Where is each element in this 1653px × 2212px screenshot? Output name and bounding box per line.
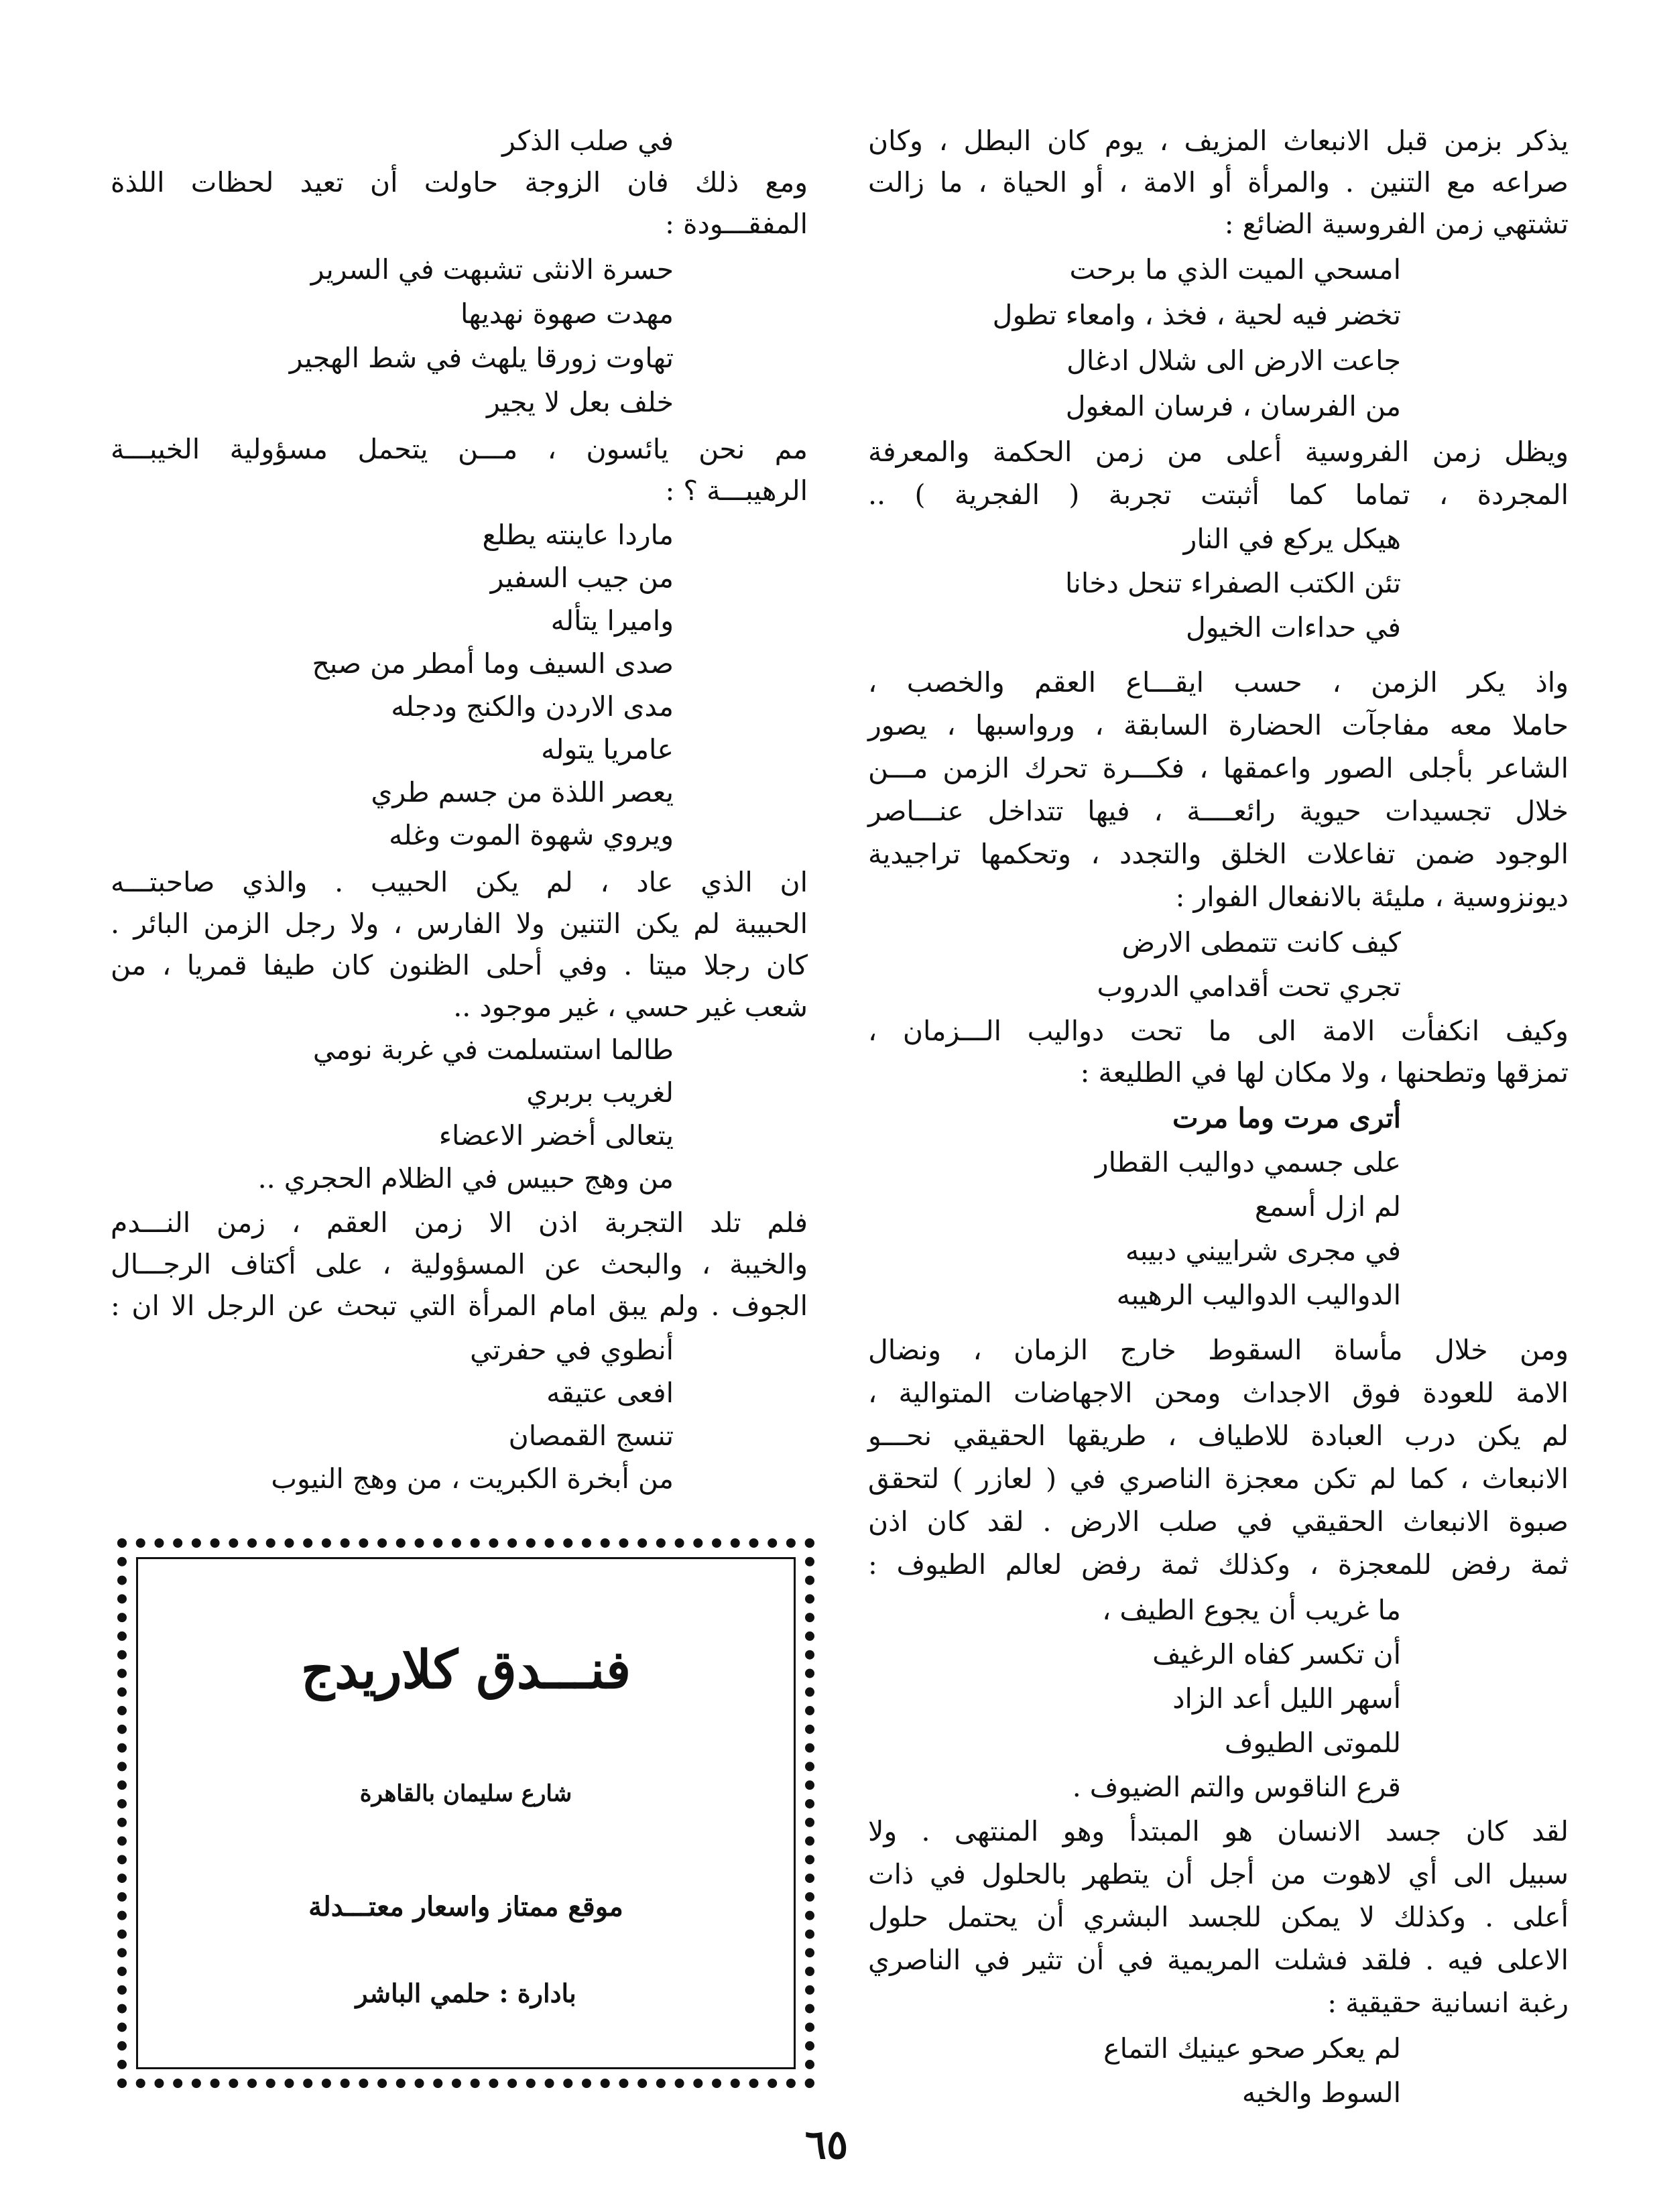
ad-management: بادارة : حلمي الباشر — [355, 1978, 576, 2008]
verse-line: صدى السيف وما أمطر من صبح — [312, 648, 674, 680]
text-line: صبوة الانبعاث الحقيقي في صلب الارض . لقد كان اذن — [868, 1506, 1569, 1538]
text-line: كان رجلا ميتا . وفي أحلى الظنون كان طيفا قمريا ، من — [111, 949, 808, 981]
text-line: تمزقها وتطحنها ، ولا مكان لها في الطليعة : — [1080, 1056, 1569, 1089]
verse-line: حسرة الانثى تشبهت في السرير — [310, 253, 674, 286]
verse-line: في صلب الذكر — [501, 125, 674, 157]
verse-line: ما غريب أن يجوع الطيف ، — [1102, 1594, 1401, 1626]
verse-line: لغريب بربري — [526, 1077, 674, 1109]
text-line: صراعه مع التنين . والمرأة أو الامة ، أو الحياة ، ما زالت — [868, 166, 1569, 198]
verse-line: في مجرى شراييني دبيبه — [1125, 1235, 1401, 1267]
verse-line: تنسج القمصان — [508, 1420, 674, 1452]
left-column — [111, 101, 808, 1522]
verse-line: من الفرسان ، فرسان المغول — [1065, 390, 1401, 422]
verse-line: على جسمي دواليب القطار — [1095, 1146, 1401, 1178]
verse-line: يتعالى أخضر الاعضاء — [438, 1119, 674, 1152]
text-line: الامة للعودة فوق الاجداث ومحن الاجهاضات المتوالية ، — [868, 1377, 1569, 1409]
verse-line: كيف كانت تتمطى الارض — [1121, 926, 1401, 959]
text-line: الوجود ضمن تفاعلات الخلق والتجدد ، وتحكمها تراجيدية — [868, 838, 1569, 870]
text-line: المفقـــودة : — [665, 208, 808, 240]
verse-line: ماردا عاينته يطلع — [482, 519, 674, 551]
ad-description: موقع ممتاز واسعار معتـــدلة — [308, 1891, 623, 1922]
text-line: الرهيبـــة ؟ : — [665, 475, 808, 507]
text-line: ان الذي عاد ، لم يكن الحبيب . والذي صاحبتـــه — [111, 866, 808, 898]
text-line: لم يكن درب العبادة للاطياف ، طريقها الحقيقي نحـــو — [868, 1420, 1569, 1452]
verse-line: امسحي الميت الذي ما برحت — [1069, 253, 1401, 286]
text-line: ويظل زمن الفروسية أعلى من زمن الحكمة والمعرفة — [868, 436, 1569, 468]
text-line: ثمة رفض للمعجزة ، وكذلك ثمة رفض لعالم الطيوف : — [868, 1548, 1569, 1581]
text-line: الانبعاث ، كما لم تكن معجزة الناصري في ( لعازر ) لتحقق — [868, 1463, 1569, 1495]
verse-line: طالما استسلمت في غربة نومي — [312, 1034, 674, 1066]
verse-line: تهاوت زورقا يلهث في شط الهجير — [289, 342, 674, 374]
verse-line: تخضر فيه لحية ، فخذ ، وامعاء تطول — [992, 299, 1401, 331]
text-line: ومع ذلك فان الزوجة حاولت أن تعيد لحظات اللذة — [111, 166, 808, 198]
verse-line: في حداءات الخيول — [1185, 611, 1401, 643]
verse-line: من جيب السفير — [490, 562, 674, 594]
verse-line: افعى عتيقه — [546, 1377, 674, 1409]
page-number: ٦٥ — [804, 2122, 849, 2168]
verse-line: قرع الناقوس والتم الضيوف . — [1072, 1771, 1401, 1803]
text-line: فلم تلد التجربة اذن الا زمن العقم ، زمن النـــدم — [111, 1207, 808, 1239]
text-line: وكيف انكفأت الامة الى ما تحت دواليب الـــزمان ، — [868, 1015, 1569, 1047]
verse-line: تجري تحت أقدامي الدروب — [1097, 971, 1401, 1003]
right-column — [868, 101, 1569, 2138]
ad-title: فنـــدق كلاريدج — [300, 1640, 631, 1701]
verse-line: لم يعكر صحو عينيك التماع — [1103, 2032, 1401, 2065]
verse-line: يعصر اللذة من جسم طري — [371, 776, 674, 808]
text-line: شعب غير حسي ، غير موجود .. — [453, 991, 808, 1023]
hotel-advertisement — [136, 1557, 796, 2069]
text-line: والخيبة ، والبحث عن المسؤولية ، على أكتاف الرجـــال — [111, 1248, 808, 1280]
verse-line: السوط والخيه — [1241, 2077, 1401, 2109]
verse-line: من وهج حبيس في الظلام الحجري .. — [257, 1162, 674, 1194]
text-line: يذكر بزمن قبل الانبعاث المزيف ، يوم كان البطل ، وكان — [868, 125, 1569, 157]
verse-line: مدى الاردن والكنج ودجله — [391, 690, 674, 723]
verse-line: من أبخرة الكبريت ، من وهج النيوب — [271, 1463, 674, 1495]
text-line: خلال تجسيدات حيوية رائعــــة ، فيها تتداخل عنـــاصر — [868, 795, 1569, 827]
verse-line: للموتى الطيوف — [1224, 1727, 1401, 1759]
verse-line: ويروي شهوة الموت وغله — [389, 819, 674, 851]
ad-street: شارع سليمان بالقاهرة — [359, 1780, 572, 1807]
text-line: ومن خلال مأساة السقوط خارج الزمان ، ونضال — [868, 1334, 1569, 1366]
text-line: الشاعر بأجلى الصور واعمقها ، فكـــرة تحرك الزمن مـــن — [868, 752, 1569, 784]
text-line: لقد كان جسد الانسان هو المبتدأ وهو المنتهى . ولا — [868, 1815, 1569, 1847]
text-line: الحبيبة لم يكن التنين ولا الفارس ، ولا رجل الزمن البائر . — [111, 908, 808, 940]
verse-line: لم ازل أسمع — [1254, 1190, 1401, 1223]
verse-line: هيكل يركع في النار — [1183, 523, 1401, 555]
text-line: المجردة ، تماما كما أثبتت تجربة ( الفجرية ) .. — [868, 479, 1569, 511]
verse-line: أنطوي في حفرتي — [470, 1334, 674, 1366]
text-line: الجوف . ولم يبق امام المرأة التي تبحث عن الرجل الا ان : — [111, 1290, 808, 1322]
text-line: سبيل الى أي لاهوت من أجل أن يتطهر بالحلول في ذات — [868, 1858, 1569, 1890]
verse-line: أن تكسر كفاه الرغيف — [1152, 1638, 1401, 1670]
hotel-advertisement-frame — [117, 1538, 814, 2088]
verse-line: مهدت صهوة نهديها — [460, 298, 674, 330]
verse-line: الدواليب الدواليب الرهيبه — [1116, 1279, 1401, 1311]
verse-line: عامريا يتوله — [541, 733, 674, 765]
text-line: الاعلى فيه . فلقد فشلت المريمية في أن تثير في الناصري — [868, 1944, 1569, 1976]
verse-line: خلف بعل لا يجير — [487, 386, 674, 418]
text-line: ديونزوسية ، مليئة بالانفعال الفوار : — [1175, 881, 1569, 913]
text-line: واذ يكر الزمن ، حسب ايقـــاع العقم والخصب ، — [868, 666, 1569, 698]
verse-line: أسهر الليل أعد الزاد — [1172, 1682, 1401, 1715]
text-line: أعلى . وكذلك لا يمكن للجسد البشري أن يحتمل حلول — [868, 1901, 1569, 1933]
verse-line: واميرا يتأله — [550, 605, 674, 637]
verse-line: تئن الكتب الصفراء تنحل دخانا — [1064, 567, 1401, 599]
text-line: حاملا معه مفاجآت الحضارة السابقة ، ورواسبها ، يصور — [868, 709, 1569, 741]
text-line: مم نحن يائسون ، مـــن يتحمل مسؤولية الخيبـــة — [111, 433, 808, 465]
text-line: تشتهي زمن الفروسية الضائع : — [1224, 208, 1569, 240]
verse-line: جاعت الارض الى شلال ادغال — [1066, 345, 1401, 377]
verse-line: أترى مرت وما مرت — [1172, 1102, 1401, 1134]
text-line: رغبة انسانية حقيقية : — [1327, 1987, 1569, 2019]
